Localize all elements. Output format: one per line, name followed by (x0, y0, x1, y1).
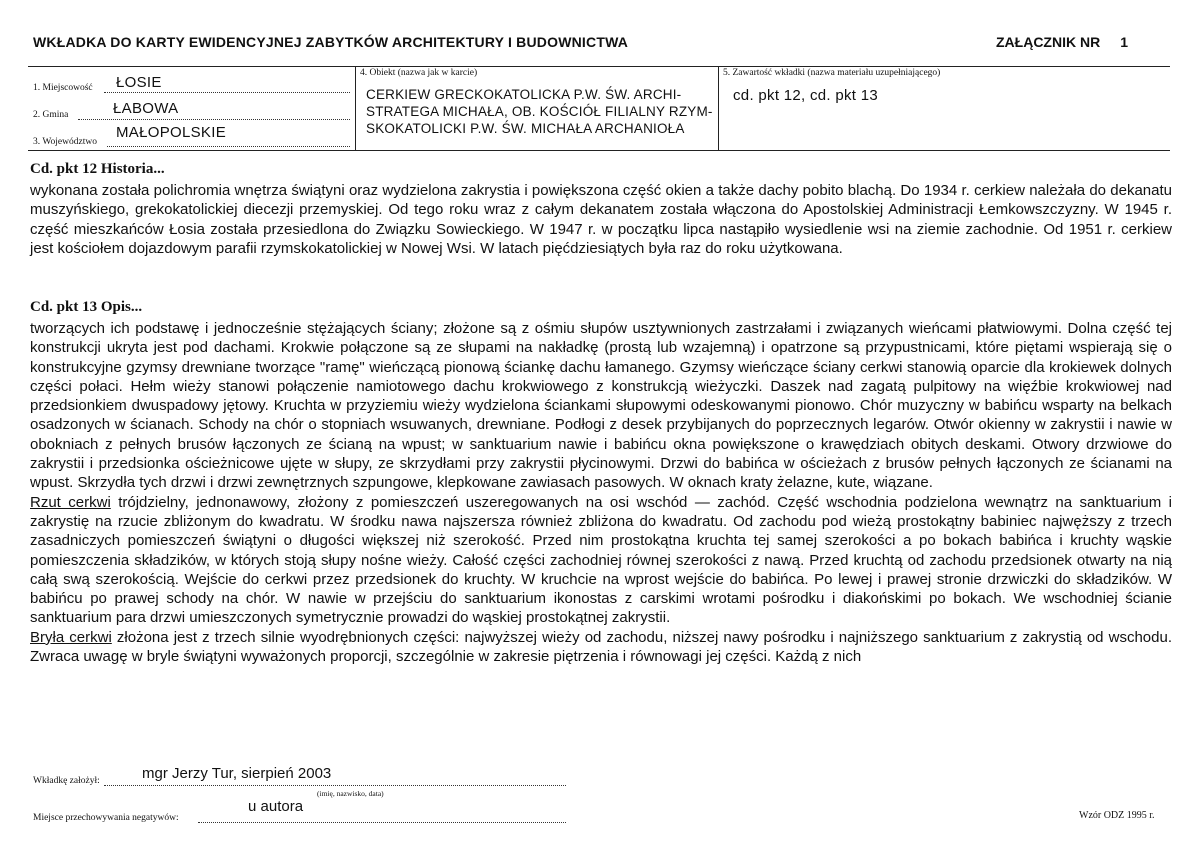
voivodeship-value: MAŁOPOLSKIE (116, 124, 227, 141)
form-box-divider-2 (718, 66, 719, 151)
form-title: WKŁADKA DO KARTY EWIDENCYJNEJ ZABYTKÓW ARCHITEKTURY I BUDOWNICTWA (33, 34, 629, 50)
rzut-label: Rzut cerkwi (30, 493, 111, 511)
object-caption: 4. Obiekt (nazwa jak w karcie) (360, 68, 478, 78)
commune-line (78, 119, 350, 120)
author-line (104, 785, 566, 786)
storage-label: Miejsce przechowywania negatywów: (33, 813, 179, 823)
locality-value: ŁOSIE (116, 74, 162, 91)
form-box-divider-1 (355, 66, 356, 151)
bryla-label: Bryła cerkwi (30, 628, 112, 646)
object-line: CERKIEW GRECKOKATOLICKA P.W. ŚW. ARCHI- (366, 87, 682, 102)
voivodeship-line (107, 146, 350, 147)
author-label: Wkładkę założył: (33, 776, 100, 786)
contents-caption: 5. Zawartość wkładki (nazwa materiału uzupełniającego) (723, 68, 941, 78)
description-heading: Cd. pkt 13 Opis... (30, 299, 143, 315)
contents-value: cd. pkt 12, cd. pkt 13 (733, 87, 879, 104)
bryla-text: złożona jest z trzech silnie wyodrębnionych części: najwyższej wieży od zachodu, niższej nawy pośrodku i najniższego sanktuarium z zakrystią od wschodu. Zwraca uwagę w bryle świątyni wyważonych proporcji, szczególnie w zakresie piętrzenia i równowagi jej części. Każdą z nich (30, 628, 1172, 666)
rzut-text: trójdzielny, jednonawowy, złożony z pomieszczeń uszeregowanych na osi wschód — zachód. Część wschodnia podzielona wewnątrz na sanktuarium i zakrystię na rzucie zbliżonym do kwadratu. W środku nawa najszersza również zbliżona do kwadratu. Od zachodu pod wieżą prostokątny babiniec najwęższy z trzech zasadniczych pomieszczeń świątyni o długości większej niż szerokość. Przed nim prostokątna kruchta tej samej szerokości a po bokach babińca i kruchty wąskie pomieszczenia składzików, w których stoją słupy nośne wieży. Całość części zachodniej równej szerokości z nawą. Przed kruchtą od zachodu przedsionek otwarty na nią całą swą szerokością. Wejście do cerkwi przez przedsionek do kruchty. W kruchcie na wprost wejście do babińca. Po lewej i prawej stronie drzwiczki do składzików. W babińcu po prawej schody na chór. W nawie w przejściu do sanktuarium ikonostas z carskimi wrotami pośrodku i diakońskimi po bokach. We wschodniej ścianie sanktuarium para drzwi umieszczonych symetrycznie prowadzi do wąskiej prostokątnej zakrystii. (30, 493, 1172, 627)
history-heading: Cd. pkt 12 Historia... (30, 161, 165, 177)
description-text (30, 319, 1172, 666)
description-body: tworzących ich podstawę i jednocześnie stężających ściany; złożone są z ośmiu słupów usztywnionych zastrzałami i związanych wieńcami płatwiowymi. Dolna część tej konstrukcji ukryta jest pod dachami. Krokwie połączone są ze słupami na nakładkę (prostą lub wzajemną) i opatrzone są przypustnicami, które piętami wspierają się o konstrukcyjne gzymsy drewniane tworzące "ramę" wieńczącą pionową ściankę dachu łamanego. Gzymsy wieńczące ściany cerkwi stanowią oparcie dla krokiewek dolnych części połaci. Hełm wieży stanowi połączenie namiotowego dachu krokwiowego z konstrukcją wieżyczki. Daszek nad zagatą pulpitowy na więźbie krokwiowej nad przedsionkiem dwuspadowy jętowy. Kruchta w przyziemiu wieży wydzielona ściankami słupowymi odeskowanymi pionowo. Chór muzyczny w babińcu wsparty na belkach osadzonych w ścianach. Schody na chór o stopniach wsuwanych, drewniane. Podłogi z desek przybijanych do poprzecznych legarów. Otwór okienny w zakrystii i nawie w obokniach z pełnych brusów łączonych ze ścianą na wpust; w sanktuarium nawie i babińcu okna powiększone o krawędziach obitych deskami. Otwory drzwiowe do zakrystii i przedsionka ościeżnicowe ujęte w słupy, ze skrzydłami przy zakrystii płycinowymi. Drzwi do babińca w ościeżach z brusów pełnych łączonych ze ścianami na wpust. Skrzydła tych drzwi i drzwi zewnętrznych szpungowe, klepkowane zawiasach pasowych. W oknach kraty żelazne, kute, wiązane. (30, 320, 1172, 492)
storage-value: u autora (248, 798, 304, 815)
commune-value: ŁABOWA (113, 100, 179, 117)
author-hint: (imię, nazwisko, data) (317, 789, 384, 798)
storage-line (198, 822, 566, 823)
history-text: wykonana została polichromia wnętrza świątyni oraz wydzielona zakrystia i powiększona część okien a także dachy pobito blachą. Do 1934 r. cerkiew należała do dekanatu muszyńskiego, grekokatolickiej diecezji przemyskiej. Od tego roku wraz z całym dekanatem została włączona do Apostolskiej Administracji Łemkowszczyzny. W 1945 r. część mieszkańców Łosia została przesiedlona do Związku Sowieckiego. W 1947 r. w początku lipca nastąpiło wysiedlenie wsi na ziemie zachodnie. Od 1951 r. cerkiew jest kościołem dojazdowym parafii rzymskokatolickiej w Nowej Wsi. W latach pięćdziesiątych była raz do roku użytkowana. (30, 182, 1172, 257)
form-box-bottom (28, 150, 1170, 151)
commune-label: 2. Gmina (33, 110, 69, 120)
voivodeship-label: 3. Województwo (33, 137, 97, 147)
object-line: STRATEGA MICHAŁA, OB. KOŚCIÓŁ FILIALNY RZYM- (366, 104, 713, 119)
annex-label (996, 34, 1128, 50)
form-box-top (28, 66, 1170, 67)
object-line: SKOKATOLICKI P.W. ŚW. MICHAŁA ARCHANIOŁA (366, 121, 685, 136)
locality-line (104, 92, 350, 93)
locality-label: 1. Miejscowość (33, 83, 93, 93)
form-code: Wzór ODZ 1995 r. (1079, 810, 1155, 821)
author-value: mgr Jerzy Tur, sierpień 2003 (142, 765, 332, 782)
object-name (366, 86, 716, 137)
annex-number: 1 (1120, 34, 1129, 50)
annex-label-text: ZAŁĄCZNIK NR (996, 34, 1101, 50)
